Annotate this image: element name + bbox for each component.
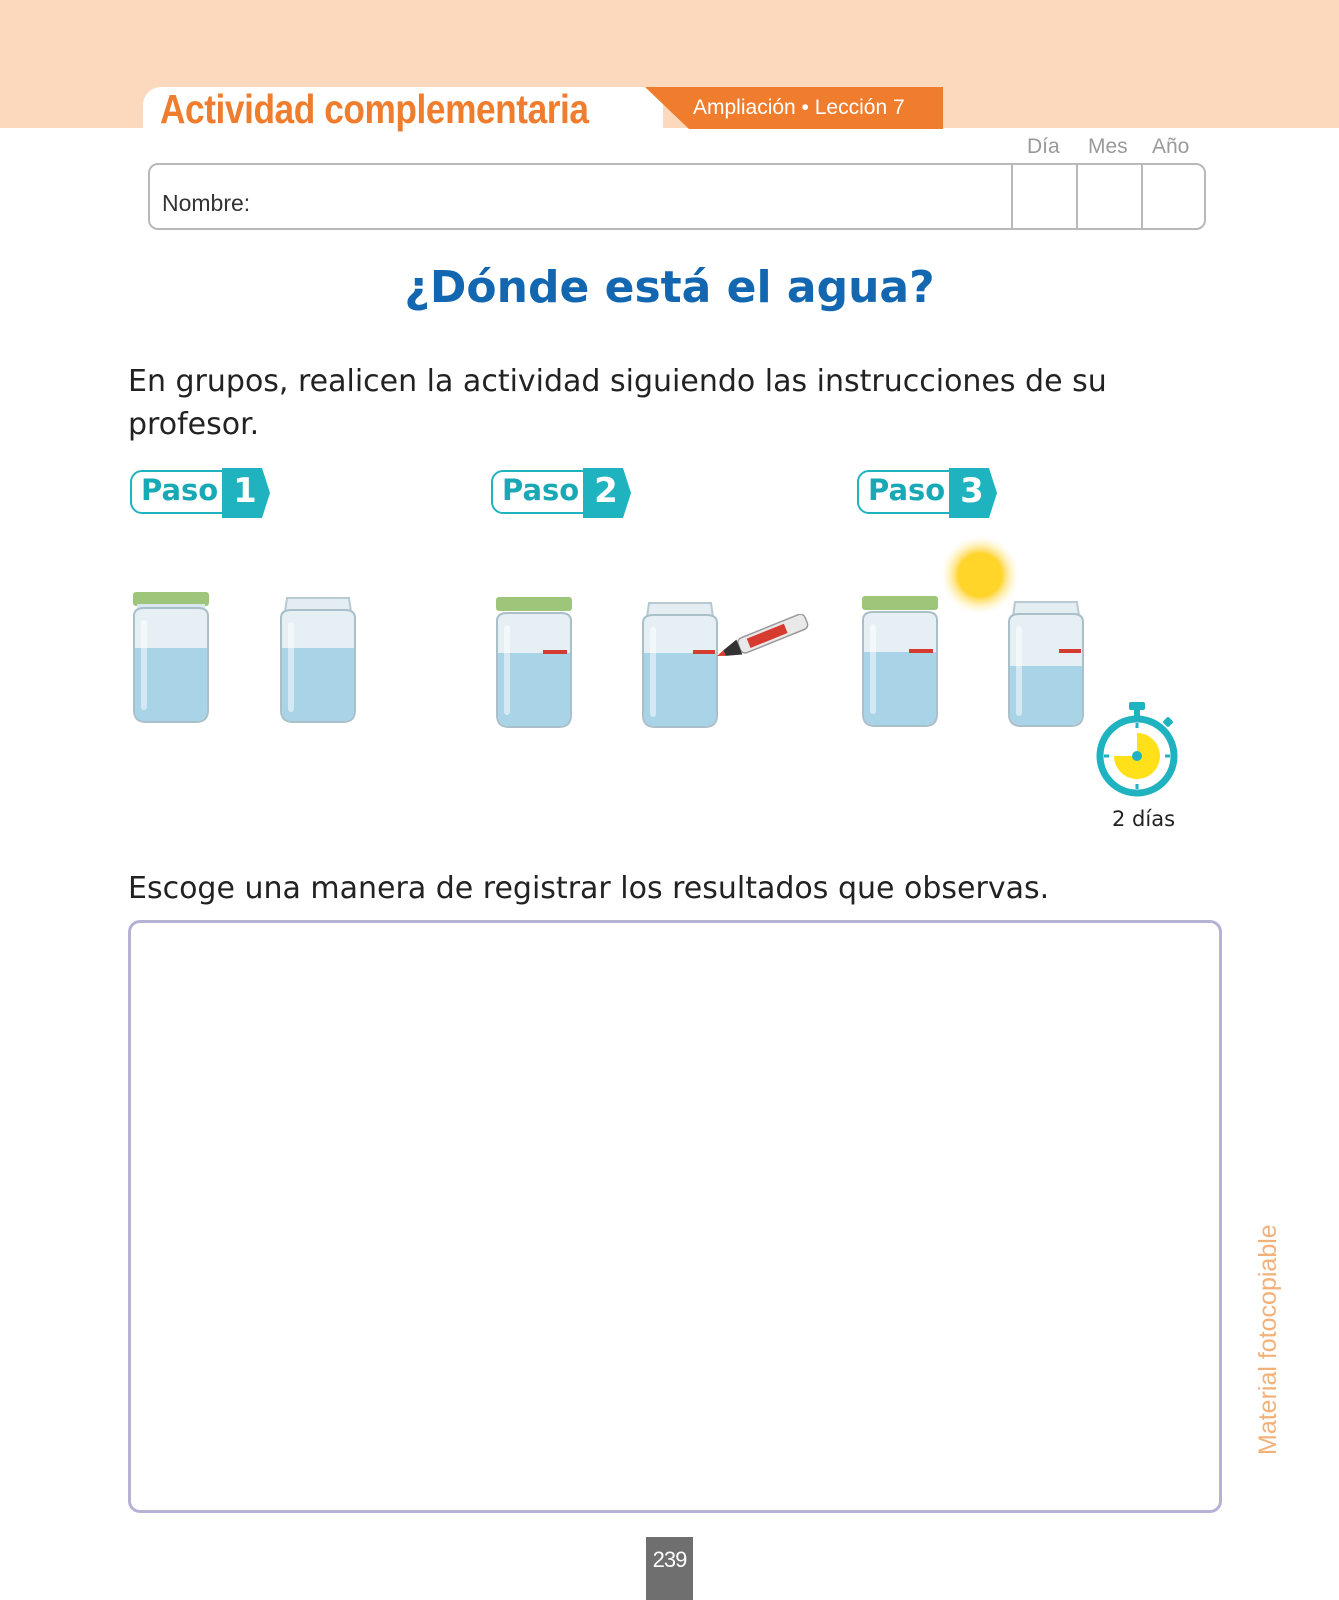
activity-title: Actividad complementaria: [160, 86, 589, 132]
record-prompt: Escoge una manera de registrar los resultados que observas.: [128, 871, 1050, 906]
glass-jar-icon: [495, 595, 575, 731]
page-title: ¿Dónde está el agua?: [404, 262, 935, 313]
stopwatch-icon: [1092, 700, 1182, 800]
step-number: 1: [233, 471, 257, 511]
page-number-box: [646, 1537, 693, 1600]
year-header: Año: [1152, 135, 1190, 158]
marker-icon: [712, 614, 812, 664]
glass-jar-icon: [1007, 600, 1087, 730]
day-field[interactable]: [1011, 165, 1077, 228]
glass-jar-icon: [279, 596, 359, 726]
page-number: 239: [652, 1547, 687, 1572]
side-label: Material fotocopiable: [1254, 1224, 1282, 1455]
name-label: Nombre:: [162, 190, 251, 216]
lesson-tag-label: Ampliación • Lección 7: [693, 96, 905, 119]
lesson-tag: [645, 87, 943, 129]
step-word: Paso: [141, 473, 219, 507]
day-header: Día: [1027, 135, 1060, 158]
step-word: Paso: [502, 473, 580, 507]
year-field[interactable]: [1141, 165, 1207, 228]
glass-jar-icon: [861, 594, 941, 730]
timer-label: 2 días: [1112, 807, 1176, 831]
month-header: Mes: [1088, 135, 1128, 158]
glass-jar-icon: [132, 590, 212, 726]
answer-area[interactable]: [128, 920, 1222, 1513]
name-field[interactable]: [148, 163, 1206, 230]
month-field[interactable]: [1076, 165, 1142, 228]
step-number: 2: [594, 471, 618, 511]
step-number: 3: [960, 471, 984, 511]
instructions-text: En grupos, realicen la actividad siguiendo las instrucciones de su profesor.: [128, 364, 1107, 442]
glass-jar-icon: [641, 601, 721, 731]
step-word: Paso: [868, 473, 946, 507]
date-headers: [1010, 135, 1210, 165]
